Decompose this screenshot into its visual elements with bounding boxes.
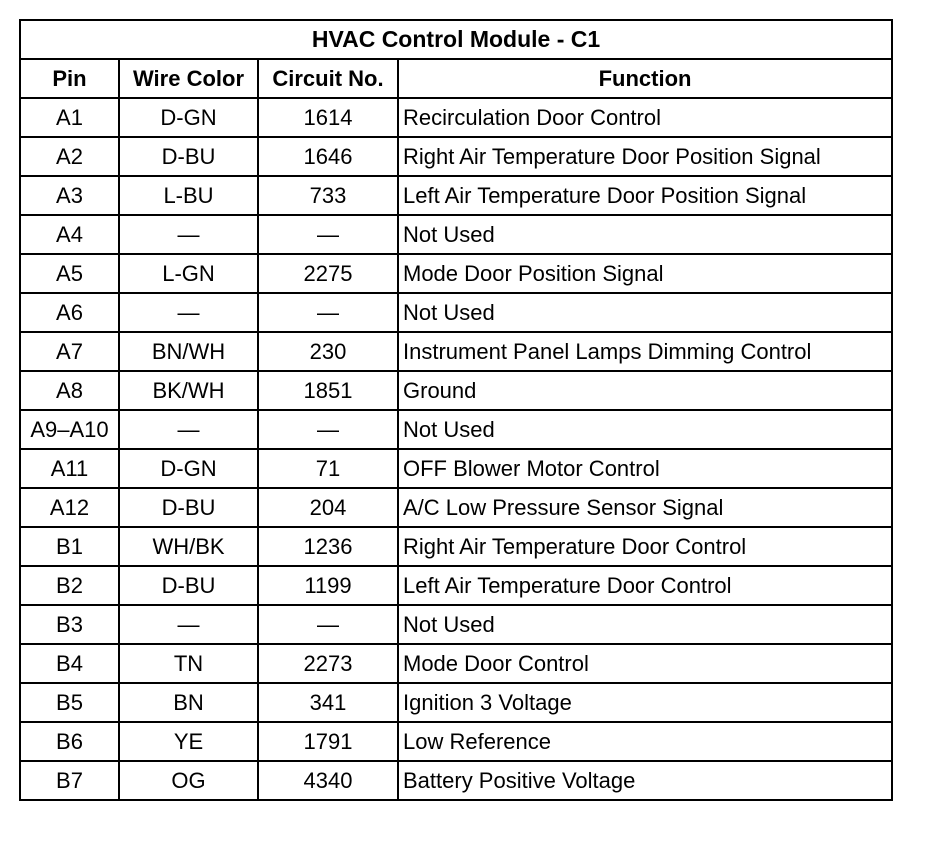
function-cell: Not Used	[398, 605, 892, 644]
wire-color-cell: D-BU	[119, 488, 258, 527]
pin-cell: A7	[20, 332, 119, 371]
wire-color-cell: BK/WH	[119, 371, 258, 410]
table-row	[20, 527, 892, 566]
pin-cell: A9–A10	[20, 410, 119, 449]
pin-cell: B7	[20, 761, 119, 800]
wire-color-cell: WH/BK	[119, 527, 258, 566]
wire-color-cell: D-BU	[119, 137, 258, 176]
circuit-cell: 230	[258, 332, 398, 371]
table-row	[20, 488, 892, 527]
table-row	[20, 293, 892, 332]
pin-cell: A3	[20, 176, 119, 215]
circuit-cell: 341	[258, 683, 398, 722]
table-body	[20, 98, 892, 800]
table-row	[20, 332, 892, 371]
pin-cell: A4	[20, 215, 119, 254]
wire-color-cell: —	[119, 293, 258, 332]
wire-color-cell: —	[119, 410, 258, 449]
function-cell: Recirculation Door Control	[398, 98, 892, 137]
function-cell: Not Used	[398, 410, 892, 449]
table-row	[20, 761, 892, 800]
circuit-cell: 71	[258, 449, 398, 488]
pin-cell: A1	[20, 98, 119, 137]
circuit-cell: 204	[258, 488, 398, 527]
pin-cell: B2	[20, 566, 119, 605]
wire-color-cell: TN	[119, 644, 258, 683]
function-cell: OFF Blower Motor Control	[398, 449, 892, 488]
table-title: HVAC Control Module - C1	[20, 20, 892, 59]
circuit-cell: 1791	[258, 722, 398, 761]
header-circuit: Circuit No.	[258, 59, 398, 98]
pin-cell: B3	[20, 605, 119, 644]
header-pin: Pin	[20, 59, 119, 98]
table-row	[20, 98, 892, 137]
circuit-cell: —	[258, 293, 398, 332]
table-row	[20, 254, 892, 293]
function-cell: Left Air Temperature Door Control	[398, 566, 892, 605]
function-cell: Not Used	[398, 293, 892, 332]
table-row	[20, 215, 892, 254]
function-cell: Not Used	[398, 215, 892, 254]
wire-color-cell: BN/WH	[119, 332, 258, 371]
table-row	[20, 449, 892, 488]
table-row	[20, 722, 892, 761]
pin-cell: B4	[20, 644, 119, 683]
circuit-cell: 1646	[258, 137, 398, 176]
function-cell: Low Reference	[398, 722, 892, 761]
circuit-cell: —	[258, 605, 398, 644]
circuit-cell: 4340	[258, 761, 398, 800]
connector-pinout-table	[19, 19, 893, 801]
function-cell: Mode Door Position Signal	[398, 254, 892, 293]
table-head	[20, 20, 892, 98]
wire-color-cell: L-GN	[119, 254, 258, 293]
function-cell: Mode Door Control	[398, 644, 892, 683]
header-function: Function	[398, 59, 892, 98]
table-row	[20, 605, 892, 644]
pin-cell: A12	[20, 488, 119, 527]
pin-cell: A2	[20, 137, 119, 176]
function-cell: A/C Low Pressure Sensor Signal	[398, 488, 892, 527]
pin-cell: A5	[20, 254, 119, 293]
circuit-cell: 1199	[258, 566, 398, 605]
circuit-cell: —	[258, 410, 398, 449]
table-row	[20, 683, 892, 722]
function-cell: Ground	[398, 371, 892, 410]
wire-color-cell: OG	[119, 761, 258, 800]
function-cell: Instrument Panel Lamps Dimming Control	[398, 332, 892, 371]
wire-color-cell: D-GN	[119, 449, 258, 488]
circuit-cell: 2273	[258, 644, 398, 683]
circuit-cell: —	[258, 215, 398, 254]
table-row	[20, 566, 892, 605]
table-row	[20, 644, 892, 683]
header-wire-color: Wire Color	[119, 59, 258, 98]
wire-color-cell: L-BU	[119, 176, 258, 215]
pin-cell: B5	[20, 683, 119, 722]
pin-cell: A8	[20, 371, 119, 410]
wire-color-cell: —	[119, 215, 258, 254]
wire-color-cell: D-BU	[119, 566, 258, 605]
wire-color-cell: YE	[119, 722, 258, 761]
pin-cell: B1	[20, 527, 119, 566]
title-row	[20, 20, 892, 59]
wire-color-cell: BN	[119, 683, 258, 722]
function-cell: Right Air Temperature Door Control	[398, 527, 892, 566]
circuit-cell: 733	[258, 176, 398, 215]
table-row	[20, 371, 892, 410]
table-row	[20, 176, 892, 215]
circuit-cell: 1851	[258, 371, 398, 410]
pin-cell: A11	[20, 449, 119, 488]
pin-cell: B6	[20, 722, 119, 761]
circuit-cell: 1614	[258, 98, 398, 137]
wire-color-cell: —	[119, 605, 258, 644]
circuit-cell: 1236	[258, 527, 398, 566]
circuit-cell: 2275	[258, 254, 398, 293]
pin-cell: A6	[20, 293, 119, 332]
function-cell: Left Air Temperature Door Position Signal	[398, 176, 892, 215]
function-cell: Right Air Temperature Door Position Signal	[398, 137, 892, 176]
table-row	[20, 410, 892, 449]
header-row	[20, 59, 892, 98]
wire-color-cell: D-GN	[119, 98, 258, 137]
table-row	[20, 137, 892, 176]
function-cell: Battery Positive Voltage	[398, 761, 892, 800]
function-cell: Ignition 3 Voltage	[398, 683, 892, 722]
